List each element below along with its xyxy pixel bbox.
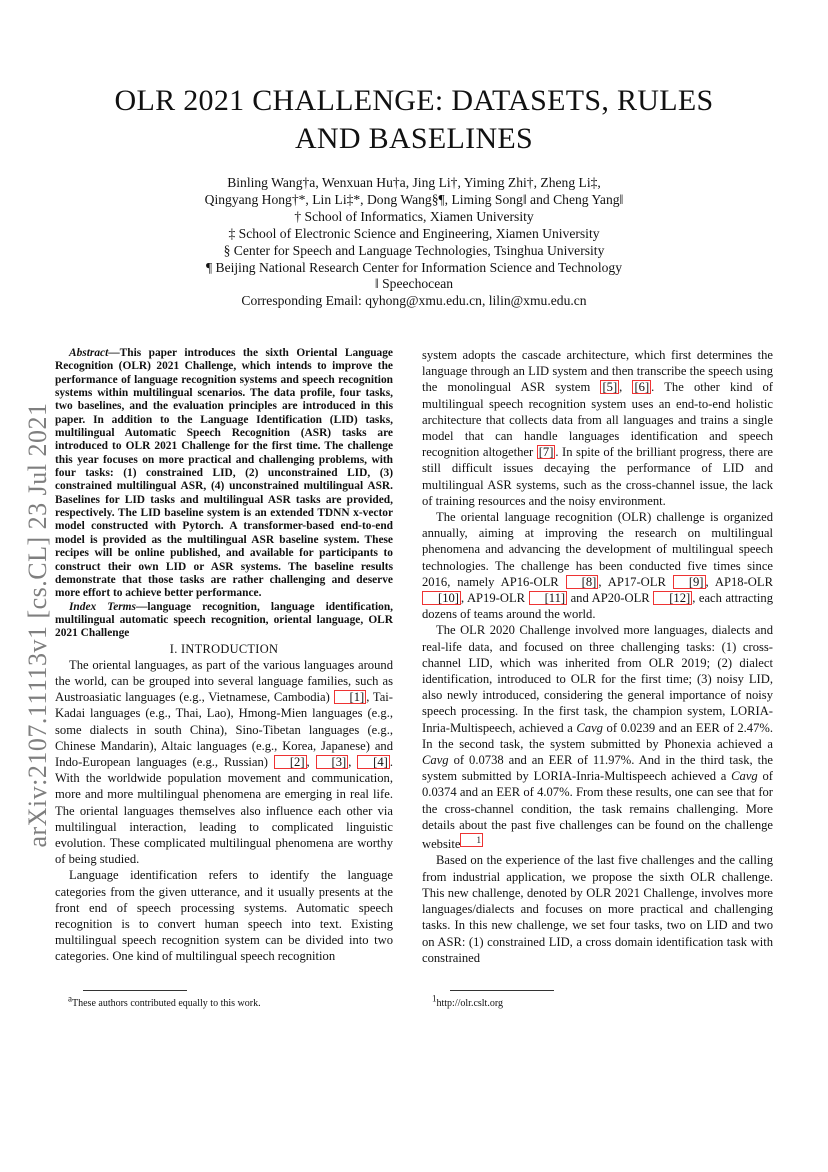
right-paragraph-2: The oriental language recognition (OLR) challenge is organized annually, aiming at improving the research on multilingual phenomena and advancing the development of multilingual speech technologies. The challenge has been conducted five times since 2016, namely AP16-OLR [8] , AP17-OLR [9] , AP18-OLR [10] , AP19-OLR [11] and AP20-OLR [12] , each attracting dozens of teams around the world. bbox=[422, 510, 773, 622]
author-line-1: Binling Wang†a, Wenxuan Hu†a, Jing Li†, Yiming Zhi†, Zheng Li‡, bbox=[227, 175, 601, 190]
citation-link[interactable]: [3] bbox=[316, 755, 349, 769]
abstract-label: Abstract bbox=[69, 347, 109, 359]
index-terms-text: —language recognition, language identification, multilingual automatic speech recognition, oriental language, OLR 2021 Challenge bbox=[55, 600, 393, 640]
footnote-left: $^a$These authors contributed equally to this work. bbox=[68, 993, 261, 1009]
author-block bbox=[80, 175, 748, 310]
citation-link[interactable]: [8] bbox=[566, 575, 599, 589]
index-terms bbox=[55, 601, 393, 641]
footnote-mark: a bbox=[68, 993, 72, 1004]
affiliation-5: ‖ Speechocean bbox=[374, 276, 454, 292]
title-line-1: OLR 2021 CHALLENGE: DATASETS, RULES bbox=[114, 84, 714, 117]
author-line-2: Qingyang Hong†*, Lin Li‡*, Dong Wang§¶, Liming Song‖ and Cheng Yang‖ bbox=[204, 191, 624, 207]
title-line-2: AND BASELINES bbox=[294, 122, 534, 155]
section-heading: I. INTRODUCTION bbox=[169, 641, 279, 656]
citation-link[interactable]: [10] bbox=[422, 591, 461, 605]
left-column bbox=[55, 347, 393, 965]
right-column bbox=[422, 347, 773, 966]
intro-paragraph-1: The oriental languages, as part of the various languages around the world, can be grouped into several language families, such as Austroasiatic languages (e.g., Vietnamese, Cambodia) [1] , Tai-Kadai languages (e.g., Thai, Lao), Hmong-Mien languages (e.g., some dialects in south China), Sino-Tibetan languages (e.g., Chinese Mandarin), Altaic languages (e.g., Korea, Japanese) and Indo-European languages (e.g., Russian) [2] , [3] , [4] . With the worldwide population movement and communication, more and more multilingual phenomena are emerging in real life. The oriental languages themselves also influence each other via multilingual interaction, leading to complicated linguistic evolution. These complicated multilingual phenomena are worthy of being studied. bbox=[55, 657, 394, 867]
arxiv-identifier: arXiv:2107.11113v1 [cs.CL] 23 Jul 2021 bbox=[23, 402, 52, 848]
right-paragraph-1: system adopts the cascade architecture, which first determines the language through an LID system and then transcribe the speech using the monolingual ASR system [5] , [6] . The other kind of multilingual speech recognition system uses an end-to-end holistic architecture that collects data from all languages and trains a single model that can handle languages identification and speech recognition altogether [7] . In spite of the brilliant progress, there are still difficult issues decaying the performance of LID and multilingual ASR systems, such as the cross-channel issue, the lack of training resources and the noisy environment. bbox=[422, 348, 774, 508]
affiliation-2: ‡ School of Electronic Science and Engineering, Xiamen University bbox=[228, 225, 600, 241]
right-paragraph-3: The OLR 2020 Challenge involved more languages, dialects and real-life data, and focused on three challenging tasks: (1) cross-channel LID, which was inherited from OLR 2019; (2) dialect identification, introduced to OLR for the first time; (3) noisy LID, also newly introduced, considering the general importance of noisy speech processing. In the first task, the champion system, LORIA-Inria-Multispeech, achieved a Cavg of 0.0239 and an EER of 2.47%. In the second task, the system submitted by Phonexia achieved a Cavg of 0.0738 and an EER of 11.97%. And in the third task, the system submitted by LORIA-Inria-Multispeech achieved a Cavg of 0.0374 and an EER of 4.07%. From these results, one can see that for the cross-channel condition, the task remains challenging. More details about the past five challenges can be found on the challenge website $^1$ bbox=[422, 623, 774, 852]
cavg-symbol: Cavg bbox=[576, 720, 603, 735]
intro-paragraph-2: Language identification refers to identify the language categories from the given utterance, and it usually presents at the front end of speech processing systems. Automatic speech recognition is to convert human speech into text. Existing multilingual speech recognition system can be divided into two categories. One kind of multilingual speech recognition bbox=[55, 868, 393, 964]
footnote-mark: 1 bbox=[432, 993, 437, 1004]
citation-link[interactable]: [7] bbox=[538, 445, 554, 460]
citation-link[interactable]: [9] bbox=[673, 575, 706, 589]
affiliation-3: § Center for Speech and Language Technologies, Tsinghua University bbox=[223, 242, 605, 258]
cavg-symbol: Cavg bbox=[731, 769, 758, 784]
citation-link[interactable]: [12] bbox=[653, 591, 692, 605]
citation-link[interactable]: [4] bbox=[357, 755, 390, 769]
corresponding-email: Corresponding Email: qyhong@xmu.edu.cn, lilin@xmu.edu.cn bbox=[241, 293, 587, 309]
citation-link[interactable]: [11] bbox=[529, 591, 568, 605]
citation-link[interactable]: [1] bbox=[334, 690, 367, 704]
footnote-rule-right bbox=[450, 990, 554, 991]
right-paragraph-4: Based on the experience of the last five challenges and the calling from industrial application, we propose the sixth OLR challenge. This new challenge, denoted by OLR 2021 Challenge, involves more languages/dialects and focuses on more practical and challenging tasks. In this new challenge, we set four tasks, two on LID and two on ASR: (1) constrained LID, a cross domain identification task with constrained bbox=[422, 853, 773, 965]
paper-title bbox=[60, 82, 768, 158]
abstract bbox=[55, 347, 393, 601]
footnote-link[interactable]: 1 bbox=[460, 833, 483, 847]
citation-link[interactable]: [6] bbox=[634, 380, 650, 395]
citation-link[interactable]: [2] bbox=[274, 755, 307, 769]
citation-link[interactable]: [5] bbox=[602, 380, 618, 395]
footnote-url[interactable]: http://olr.cslt.org bbox=[436, 998, 503, 1009]
cavg-symbol: Cavg bbox=[422, 753, 449, 768]
affiliation-4: ¶ Beijing National Research Center for Information Science and Technology bbox=[205, 259, 623, 275]
footnote-right bbox=[432, 993, 503, 1010]
abstract-text: —This paper introduces the sixth Oriental Language Recognition (OLR) 2021 Challenge, which intends to improve the performance of language recognition systems and speech recognition systems within multilingual scenarios. The data profile, four tasks, two baselines, and the evaluation principles are introduced in this paper. In addition to the Language Identification (LID) tasks, multilingual Automatic Speech Recognition (ASR) tasks are introduced to OLR 2021 Challenge for the first time. The challenge this year focuses on more practical and challenging problems, with four tasks: (1) constrained LID, (2) unconstrained LID, (3) constrained multilingual ASR, (4) unconstrained multilingual ASR. Baselines for LID tasks and multilingual ASR tasks are provided, respectively. The LID baseline system is an extended TDNN x-vector model constructed with Pytorch. A transformer-based end-to-end model is provided as the multilingual ASR baseline system. These recipes will be online published, and available for participants to construct their own LID or ASR systems. The baseline results demonstrate that those tasks are rather challenging and deserve more effort to achieve better performance. bbox=[55, 347, 393, 600]
footnote-rule-left bbox=[83, 990, 187, 991]
index-terms-label: Index Terms bbox=[69, 600, 136, 613]
affiliation-1: † School of Informatics, Xiamen University bbox=[294, 208, 534, 224]
